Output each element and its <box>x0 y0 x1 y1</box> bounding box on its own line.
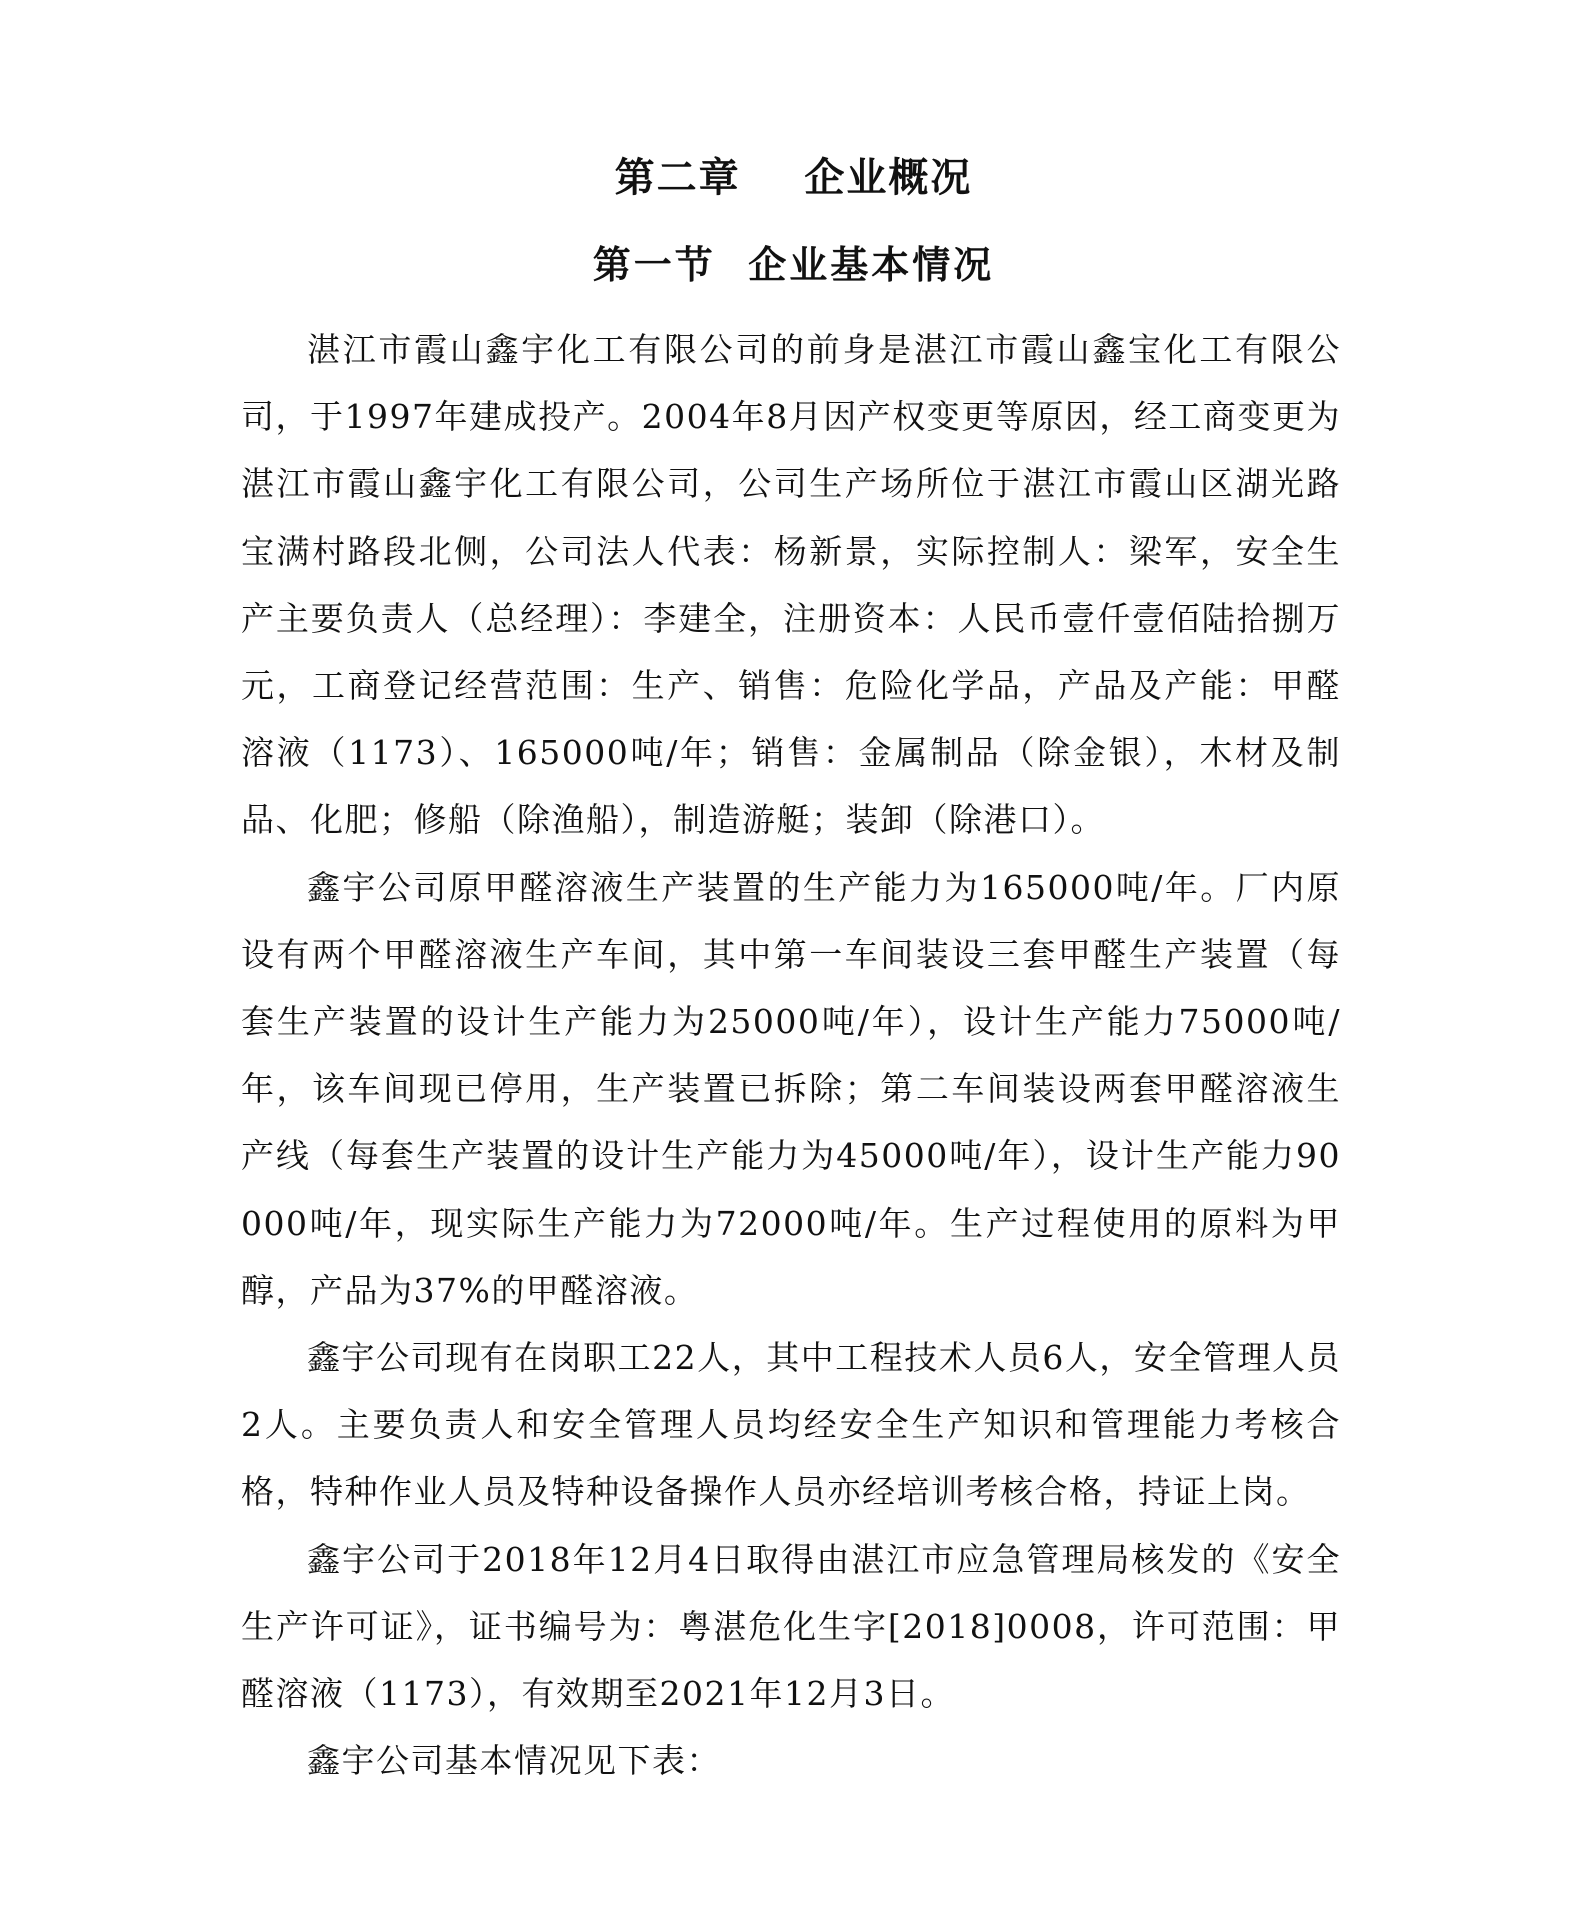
paragraph-company-overview: 湛江市霞山鑫宇化工有限公司的前身是湛江市霞山鑫宝化工有限公司，于1997年建成投产。2004年8月因产权变更等原因，经工商变更为湛江市霞山鑫宇化工有限公司，公司生产场所位于湛江市霞山区湖光路宝满村路段北侧，公司法人代表：杨新景，实际控制人：梁军，安全生产主要负责人（总经理）：李建全，注册资本：人民币壹仟壹佰陆拾捌万元，工商登记经营范围：生产、销售：危险化学品，产品及产能：甲醛溶液（1173）、165000吨/年；销售：金属制品（除金银），木材及制品、化肥；修船（除渔船），制造游艇；装卸（除港口）。 <box>241 330 1341 840</box>
paragraph-staffing: 鑫宇公司现有在岗职工22人，其中工程技术人员6人，安全管理人员2人。主要负责人和安全管理人员均经安全生产知识和管理能力考核合格，特种作业人员及特种设备操作人员亦经培训考核合格，持证上岗。 <box>241 1338 1341 1512</box>
paragraph-production-capacity: 鑫宇公司原甲醛溶液生产装置的生产能力为165000吨/年。厂内原设有两个甲醛溶液生产车间，其中第一车间装设三套甲醛生产装置（每套生产装置的设计生产能力为25000吨/年），设计生产能力75000吨/年，该车间现已停用，生产装置已拆除；第二车间装设两套甲醛溶液生产线（每套生产装置的设计生产能力为45000吨/年），设计生产能力90000吨/年，现实际生产能力为72000吨/年。生产过程使用的原料为甲醇，产品为37%的甲醛溶液。 <box>241 867 1341 1310</box>
body-text <box>241 316 1341 1794</box>
paragraph-safety-license: 鑫宇公司于2018年12月4日取得由湛江市应急管理局核发的《安全生产许可证》，证书编号为：粤湛危化生字[2018]0008，许可范围：甲醛溶液（1173），有效期至2021年12月3日。 <box>241 1539 1341 1714</box>
chapter-title: 第二章 企业概况 <box>614 155 973 201</box>
paragraph-table-intro: 鑫宇公司基本情况见下表： <box>307 1741 721 1781</box>
section-title: 第一节 企业基本情况 <box>592 242 995 287</box>
